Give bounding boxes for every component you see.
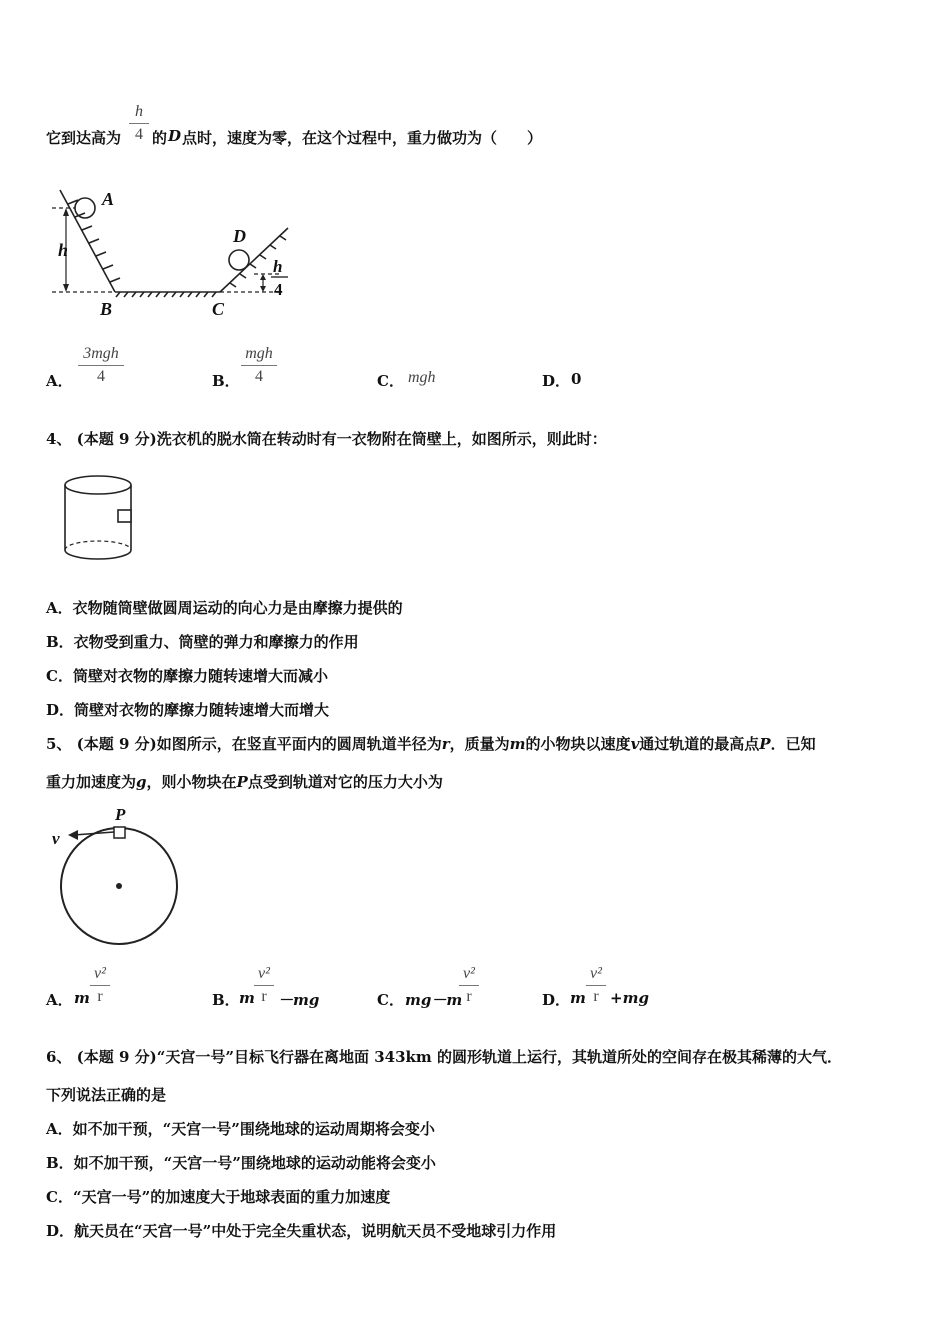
q4-option-c[interactable]: C．筒壁对衣物的摩擦力随转速增大而减小 (46, 667, 328, 685)
q3-fig-label-a: A (102, 189, 115, 209)
q5-option-a-pre: m (74, 989, 90, 1007)
q3-stem-after: 点时，速度为零，在这个过程中，重力做功为（ ） (182, 129, 543, 147)
q5-line2-a: 重力加速度为 (46, 773, 137, 791)
q5-option-b-pre: m (239, 989, 255, 1007)
q5-option-b-post: －mg (278, 991, 320, 1009)
q5-line2-c: 点受到轨道对它的压力大小为 (247, 773, 443, 791)
q3-stem-fraction (129, 102, 149, 145)
q3-fig-label-h: h (58, 240, 69, 260)
q3-fig-label-h4-den: 4 (274, 280, 283, 299)
q3-option-c-label: C． (377, 372, 404, 390)
q5-option-b-label: B． (212, 991, 240, 1009)
q5-line1-a: 5、 (本题 9 分)如图所示，在竖直平面内的圆周轨道半径为 (46, 735, 442, 753)
q3-option-c-text: mgh (408, 369, 436, 386)
q6-stem-line1: 6、 (本题 9 分)“天宫一号”目标飞行器在离地面 343km 的圆形轨道上运行，其轨道所处的空间存在极其稀薄的大气． (46, 1048, 843, 1066)
q3-stem-mid: 的 (152, 129, 168, 147)
q3-fig-label-h4-num: h (273, 257, 283, 276)
q3-fig-label-b: B (100, 299, 113, 319)
q3-option-a-label: A． (46, 372, 73, 390)
q5-fig-label-v: v (52, 829, 60, 848)
q4-option-d[interactable]: D．筒壁对衣物的摩擦力随转速增大而增大 (46, 701, 330, 719)
q5-stem-line1 (46, 733, 816, 754)
q3-fig-label-d: D (233, 226, 246, 246)
q4-stem: 4、 (本题 9 分)洗衣机的脱水筒在转动时有一衣物附在筒壁上，如图所示，则此时： (46, 430, 607, 448)
q5-var-g: g (136, 773, 147, 791)
q5-option-d-label: D． (542, 991, 571, 1009)
q6-stem-line2: 下列说法正确的是 (46, 1086, 167, 1104)
q5-var-p2: P (236, 773, 248, 791)
q5-var-m: m (509, 735, 526, 753)
q5-var-v: v (630, 735, 640, 753)
q5-option-c-pre: mg－m (405, 991, 463, 1009)
q5-option-c-frac: v² r (459, 964, 479, 1007)
q3-option-a-frac: 3mgh 4 (78, 344, 124, 387)
q3-option-b-frac: mgh 4 (241, 344, 277, 387)
q5-circle-figure (48, 802, 188, 952)
q5-option-d-pre: m (570, 989, 586, 1007)
q5-line1-d: 通过轨道的最高点 (639, 735, 760, 753)
q5-var-r: r (441, 735, 450, 753)
q5-option-d-post: +mg (610, 989, 649, 1007)
q4-option-a[interactable]: A．衣物随筒壁做圆周运动的向心力是由摩擦力提供的 (46, 599, 403, 617)
q5-line2-b: ，则小物块在 (146, 773, 237, 791)
q3-option-b-label: B． (212, 372, 240, 390)
q3-frac-num: h (135, 103, 143, 120)
q6-option-b[interactable]: B．如不加干预，“天宫一号”围绕地球的运动动能将会变小 (46, 1154, 436, 1172)
q5-line1-c: 的小物块以速度 (525, 735, 631, 753)
q3-frac-den: 4 (135, 126, 143, 143)
q5-option-a-label: A． (46, 991, 73, 1009)
q4-option-b[interactable]: B．衣物受到重力、筒壁的弹力和摩擦力的作用 (46, 633, 359, 651)
q3-figure (40, 180, 300, 320)
q5-line1-e: ．已知 (770, 735, 816, 753)
q5-option-b-frac: v² r (254, 964, 274, 1007)
q3-fig-label-c: C (212, 299, 225, 319)
q5-line1-b: ，质量为 (449, 735, 510, 753)
q4-cylinder-figure (60, 472, 140, 572)
q3-point-d: D (168, 127, 182, 145)
q3-option-d-text: 0 (571, 370, 582, 388)
q6-option-c[interactable]: C．“天宫一号”的加速度大于地球表面的重力加速度 (46, 1188, 391, 1206)
q6-option-a[interactable]: A．如不加干预，“天宫一号”围绕地球的运动周期将会变小 (46, 1120, 435, 1138)
q6-option-d[interactable]: D．航天员在“天宫一号”中处于完全失重状态，说明航天员不受地球引力作用 (46, 1222, 557, 1240)
q5-option-c-label: C． (377, 991, 404, 1009)
q3-stem-before: 它到达高为 (46, 129, 122, 147)
q5-stem-line2 (46, 771, 443, 792)
q3-option-d-label: D． (542, 372, 571, 390)
q5-var-p: P (759, 735, 771, 753)
q5-option-d-frac: v² r (586, 964, 606, 1007)
q5-option-a-frac: v² r (90, 964, 110, 1007)
q5-fig-label-p: P (115, 805, 126, 824)
